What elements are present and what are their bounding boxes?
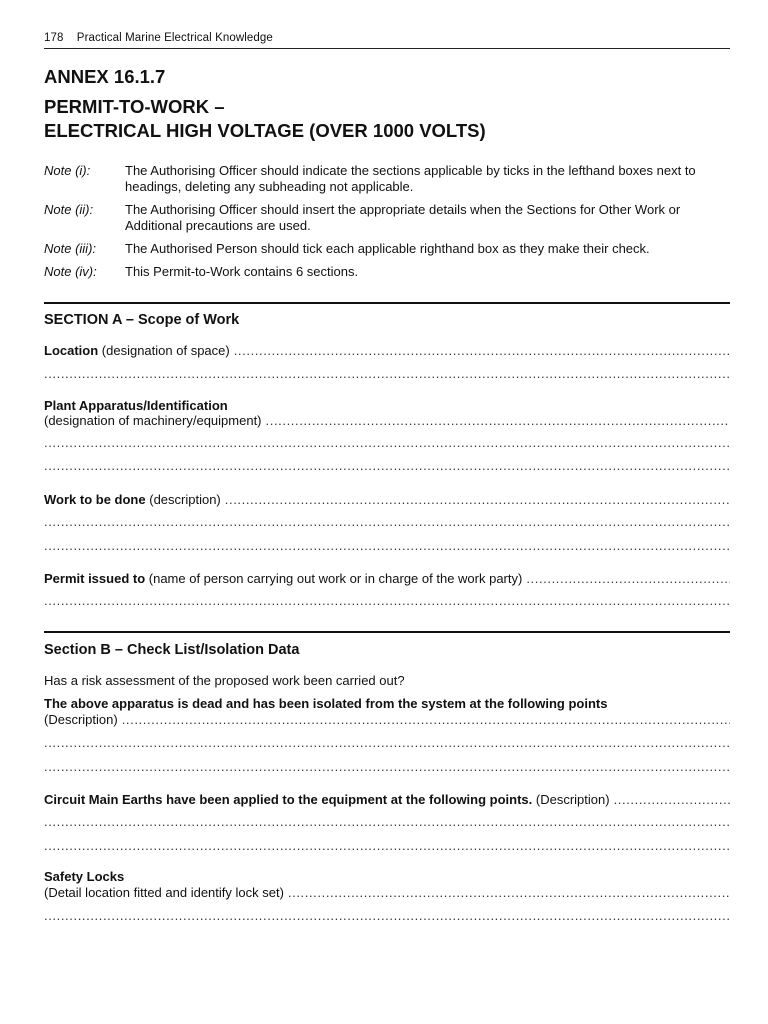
location-line-2[interactable] [44,367,730,381]
plant-field[interactable] [44,413,730,429]
work-line-2[interactable] [44,515,730,529]
plant-label: Plant Apparatus/Identification [44,398,228,413]
earths-line-3[interactable] [44,839,730,853]
safety-locks-hint: (Detail location fitted and identify lock set) [44,885,284,900]
permit-issued-field[interactable] [44,571,730,587]
note-text: The Authorised Person should tick each applicable righthand box as they make their check. [125,241,650,256]
note-item [44,202,730,234]
plant-dotted-line[interactable] [266,413,730,429]
permit-dotted-line[interactable] [526,571,730,587]
permit-label: Permit issued to [44,571,146,586]
work-line-3[interactable] [44,539,730,553]
location-field[interactable] [44,343,730,359]
location-hint: (designation of space) [101,343,230,358]
section-a-title: SECTION A – Scope of Work [44,312,240,328]
title-line-2: ELECTRICAL HIGH VOLTAGE (OVER 1000 VOLTS) [44,120,486,141]
isolated-field[interactable] [44,712,730,728]
earths-hint: (Description) [535,792,610,807]
work-field[interactable] [44,492,730,508]
note-item [44,241,730,257]
running-header [44,32,730,49]
note-label: Note (i): [44,163,91,178]
annex-number: ANNEX 16.1.7 [44,66,166,87]
plant-line-3[interactable] [44,459,730,473]
notes-list [44,163,730,287]
earths-dotted-line[interactable] [614,792,730,808]
note-text: The Authorising Officer should insert the appropriate details when the Sections for Other Work or Additional precautions are used. [125,202,681,233]
note-label: Note (ii): [44,202,94,217]
safety-locks-dotted-line[interactable] [288,885,730,901]
isolated-line-2[interactable] [44,736,730,750]
page-number: 178 [44,32,64,44]
permit-hint: (name of person carrying out work or in charge of the work party) [148,571,523,586]
note-item [44,264,730,280]
isolated-line-3[interactable] [44,760,730,774]
plant-line-2[interactable] [44,436,730,450]
safety-locks-label: Safety Locks [44,869,125,884]
isolated-label: The above apparatus is dead and has been isolated from the system at the following points [44,696,608,711]
work-label: Work to be done [44,492,146,507]
plant-hint: (designation of machinery/equipment) [44,413,262,428]
note-item [44,163,730,195]
note-label: Note (iv): [44,264,97,279]
book-title: Practical Marine Electrical Knowledge [76,32,273,44]
risk-assessment-question: Has a risk assessment of the proposed work been carried out? [44,673,405,688]
section-a-divider [44,302,730,304]
section-b-title: Section B – Check List/Isolation Data [44,642,300,658]
title-line-1: PERMIT-TO-WORK – [44,96,225,117]
earths-line-2[interactable] [44,815,730,829]
isolated-hint: (Description) [44,712,118,727]
location-label: Location [44,343,99,358]
note-label: Note (iii): [44,241,97,256]
isolated-dotted-line[interactable] [122,712,730,728]
earths-field[interactable] [44,792,730,808]
section-b-divider [44,631,730,633]
safety-locks-field[interactable] [44,885,730,901]
work-hint: (description) [149,492,221,507]
safety-locks-line-2[interactable] [44,909,730,923]
earths-label: Circuit Main Earths have been applied to the equipment at the following points. [44,792,533,807]
permit-line-2[interactable] [44,594,730,608]
work-dotted-line[interactable] [225,492,730,508]
document-title [44,95,486,143]
location-dotted-line[interactable] [234,343,730,359]
note-text: The Authorising Officer should indicate the sections applicable by ticks in the lefthand boxes next to headings, deleting any subheading not applicable. [125,163,696,194]
note-text: This Permit-to-Work contains 6 sections. [125,264,359,279]
